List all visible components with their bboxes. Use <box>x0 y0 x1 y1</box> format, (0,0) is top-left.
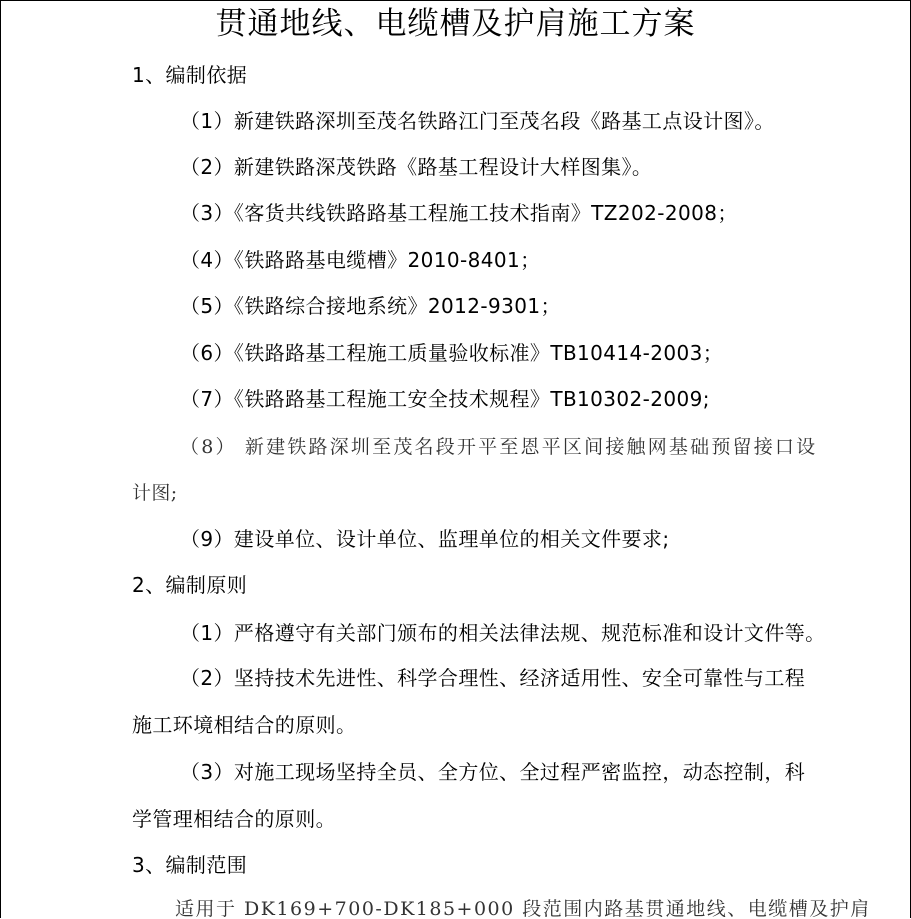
basis-item-7: （7）《铁路路基工程施工安全技术规程》TB10302-2009; <box>180 387 710 411</box>
basis-item-4: （4）《铁路路基电缆槽》2010-8401； <box>180 248 541 272</box>
principle-item-1: （1）严格遵守有关部门颁布的相关法律法规、规范标准和设计文件等。 <box>180 621 826 645</box>
basis-item-5: （5）《铁路综合接地系统》2012-9301； <box>180 294 561 318</box>
basis-item-3: （3）《客货共线铁路路基工程施工技术指南》TZ202-2008； <box>180 201 738 225</box>
section-heading-basis: 1、编制依据 <box>132 63 248 87</box>
section-heading-scope: 3、编制范围 <box>132 853 248 877</box>
section-heading-principles: 2、编制原则 <box>132 573 248 597</box>
basis-item-9: （9）建设单位、设计单位、监理单位的相关文件要求; <box>180 527 670 551</box>
principle-item-2: （2）坚持技术先进性、科学合理性、经济适用性、安全可靠性与工程 <box>180 666 806 690</box>
principle-item-3: （3）对施工现场坚持全员、全方位、全过程严密监控，动态控制，科 <box>180 760 806 784</box>
basis-item-1: （1）新建铁路深圳至茂名铁路江门至茂名段《路基工点设计图》。 <box>180 109 775 133</box>
document-title: 贯通地线、电缆槽及护肩施工方案 <box>215 6 696 42</box>
basis-item-8-continued: 计图; <box>132 482 178 504</box>
basis-item-6: （6）《铁路路基工程施工质量验收标准》TB10414-2003； <box>180 341 724 365</box>
basis-item-2: （2）新建铁路深茂铁路《路基工程设计大样图集》。 <box>180 155 653 179</box>
principle-item-3-continued: 学管理相结合的原则。 <box>132 807 336 831</box>
principle-item-2-continued: 施工环境相结合的原则。 <box>132 713 357 737</box>
scope-item-1: 适用于 DK169+700-DK185+000 段范围内路基贯通地线、电缆槽及护肩 <box>175 898 871 918</box>
basis-item-8: （8） 新建铁路深圳至茂名段开平至恩平区间接触网基础预留接口设 <box>180 436 818 458</box>
